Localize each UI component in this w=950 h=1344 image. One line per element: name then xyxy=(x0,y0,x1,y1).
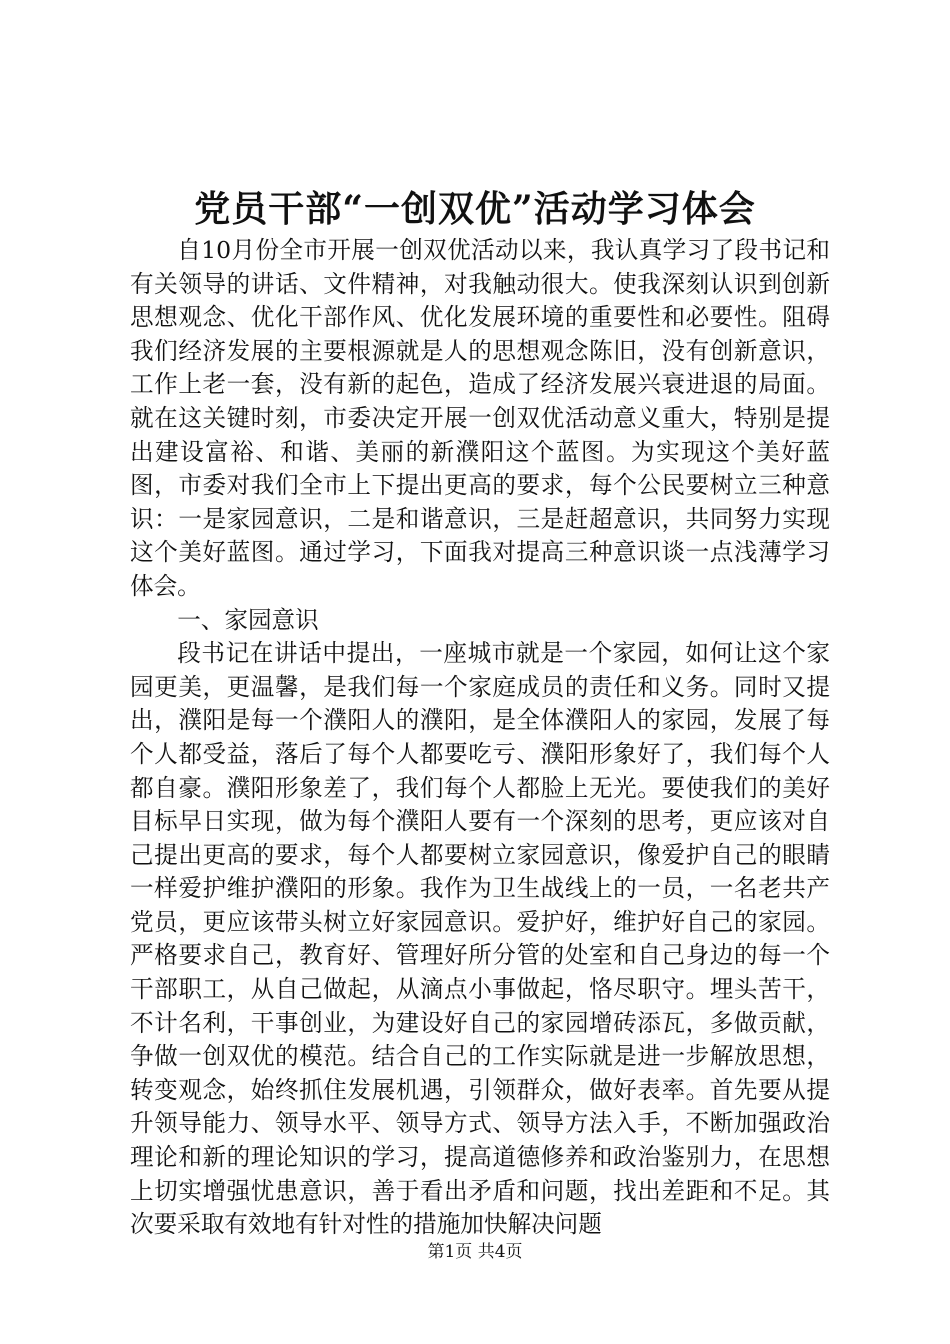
document-body xyxy=(130,234,830,1242)
section-paragraph-home-awareness: 段书记在讲话中提出，一座城市就是一个家园，如何让这个家园更美，更温馨，是我们每一个家庭成员的责任和义务。同时又提出，濮阳是每一个濮阳人的濮阳，是全体濮阳人的家园，发展了每个人都受益，落后了每个人都要吃亏、濮阳形象好了，我们每个人都自豪。濮阳形象差了，我们每个人都脸上无光。要使我们的美好目标早日实现，做为每个濮阳人要有一个深刻的思考，更应该对自己提出更高的要求，每个人都要树立家园意识，像爱护自己的眼睛一样爱护维护濮阳的形象。我作为卫生战线上的一员，一名老共产党员，更应该带头树立好家园意识。爱护好，维护好自己的家园。严格要求自己，教育好、管理好所分管的处室和自己身边的每一个干部职工，从自己做起，从滴点小事做起，恪尽职守。埋头苦干，不计名利，干事创业，为建设好自己的家园增砖添瓦，多做贡献，争做一创双优的模范。结合自己的工作实际就是进一步解放思想，转变观念，始终抓住发展机遇，引领群众，做好表率。首先要从提升领导能力、领导水平、领导方式、领导方法入手，不断加强政治理论和新的理论知识的学习，提高道德修养和政治鉴别力，在思想上切实增强忧患意识，善于看出矛盾和问题，找出差距和不足。其次要采取有效地有针对性的措施加快解决问题 xyxy=(130,639,830,1239)
intro-paragraph: 自10月份全市开展一创双优活动以来，我认真学习了段书记和有关领导的讲话、文件精神，对我触动很大。使我深刻认识到创新思想观念、优化干部作风、优化发展环境的重要性和必要性。阻碍我们经济发展的主要根源就是人的思想观念陈旧，没有创新意识，工作上老一套，没有新的起色，造成了经济发展兴衰进退的局面。就在这关键时刻，市委决定开展一创双优活动意义重大，特别是提出建设富裕、和谐、美丽的新濮阳这个蓝图。为实现这个美好蓝图，市委对我们全市上下提出更高的要求，每个公民要树立三种意识：一是家园意识，二是和谐意识，三是赶超意识，共同努力实现这个美好蓝图。通过学习，下面我对提高三种意识谈一点浅薄学习体会。 xyxy=(130,236,830,600)
section-heading-home-awareness: 一、家园意识 xyxy=(177,605,319,634)
page-number-footer: 第1页 共4页 xyxy=(427,1242,523,1262)
document-title: 党员干部“一创双优”活动学习体会 xyxy=(194,188,756,230)
